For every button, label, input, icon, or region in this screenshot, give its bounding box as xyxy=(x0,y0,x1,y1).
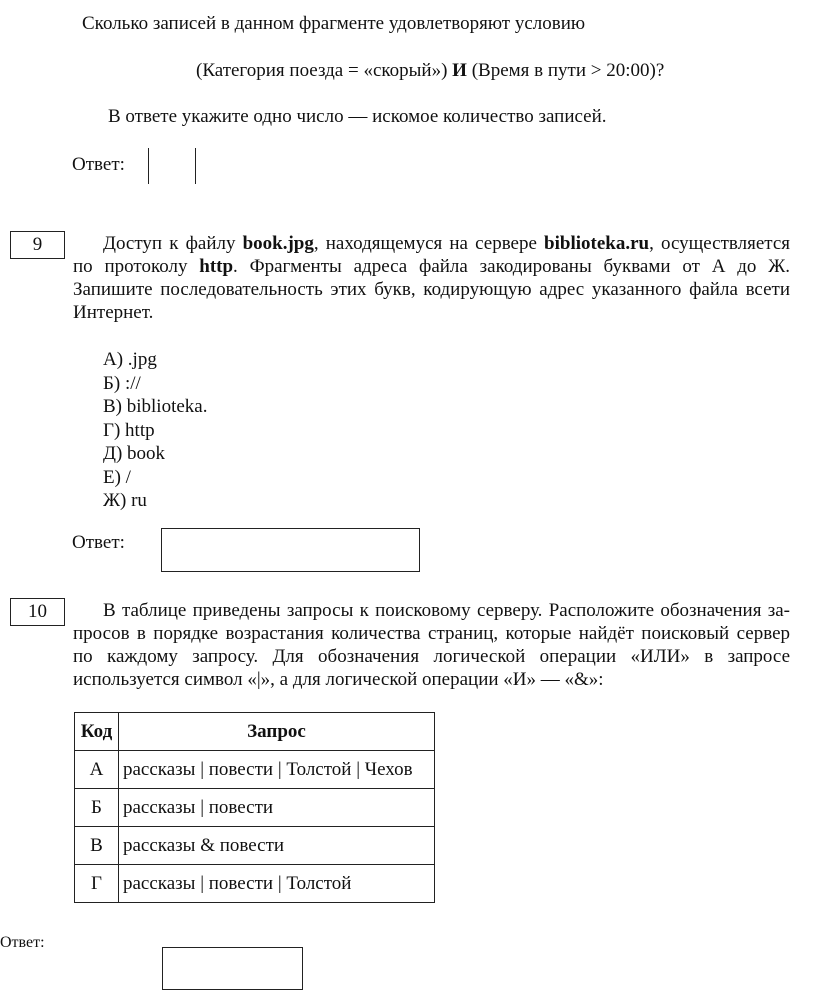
table-row xyxy=(75,789,435,827)
q8-answer-field-right-border xyxy=(195,148,196,184)
q9-option: Г) http xyxy=(103,419,155,441)
q9-option: Б) :// xyxy=(103,372,141,394)
q9-protocol: http xyxy=(199,256,234,277)
table-header-row xyxy=(75,713,435,751)
table-row xyxy=(75,865,435,903)
q9-options-list xyxy=(103,348,207,513)
q8-condition-and: И xyxy=(452,60,467,81)
table-cell-code: Б xyxy=(75,789,119,827)
table-row xyxy=(75,827,435,865)
q9-file-name: book.jpg xyxy=(242,233,314,254)
q9-server-name: biblioteka.ru xyxy=(544,233,650,254)
table-header-code: Код xyxy=(75,713,119,751)
q9-question-text xyxy=(73,232,790,324)
table-cell-query: рассказы | повести | Толстой xyxy=(119,865,435,903)
q10-answer-label: Ответ: xyxy=(0,934,45,951)
table-header-query: Запрос xyxy=(119,713,435,751)
table-row xyxy=(75,751,435,789)
q9-option: Д) book xyxy=(103,443,166,464)
q9-option: В) biblioteka. xyxy=(103,396,208,417)
q8-condition-part1: (Категория поезда = «скорый») xyxy=(196,60,448,81)
q8-instruction: В ответе укажите одно число — искомое количество записей. xyxy=(108,106,607,127)
q10-number-box: 10 xyxy=(10,598,65,626)
q8-answer-field-left-border xyxy=(148,148,149,184)
q9-text-part3: , осуществляется по протоколу xyxy=(73,233,790,277)
q10-query-table xyxy=(74,712,435,903)
table-cell-code: Г xyxy=(75,865,119,903)
q9-text-part1: Доступ к файлу xyxy=(103,233,243,254)
table-cell-query: рассказы & повести xyxy=(119,827,435,865)
q8-answer-label: Ответ: xyxy=(72,154,125,175)
q8-condition-part2: (Время в пути > 20:00)? xyxy=(471,60,665,81)
table-cell-code: В xyxy=(75,827,119,865)
table-cell-query: рассказы | повести xyxy=(119,789,435,827)
q9-text-part2: , находящемуся на сервере xyxy=(313,233,545,254)
q9-option: Ж) ru xyxy=(103,490,147,511)
q10-answer-field[interactable] xyxy=(162,947,303,990)
q9-answer-label: Ответ: xyxy=(72,532,125,553)
q9-text-part4: . Фрагменты адреса файла закодированы буквами от А до Ж. Запишите последовательность этих букв, кодирующую адрес указанного файла всети Интернет. xyxy=(73,256,790,323)
q9-option: А) .jpg xyxy=(103,349,157,370)
table-cell-code: А xyxy=(75,751,119,789)
q9-number-box: 9 xyxy=(10,231,65,259)
table-cell-query: рассказы | повести | Толстой | Чехов xyxy=(119,751,435,789)
q10-question-text: В таблице приведены запросы к поисковому серверу. Расположите обозначения за-просов в порядке возрастания количества страниц, которые найдёт поисковый сервер по каждому запросу. Для обозначения логической операции «ИЛИ» в запросе используется символ «|», а для логической операции «И» — «&»: xyxy=(73,600,790,690)
q9-option: Е) / xyxy=(103,466,131,488)
q9-answer-field[interactable] xyxy=(161,528,420,572)
q8-question-text: Сколько записей в данном фрагменте удовлетворяют условию xyxy=(82,13,586,34)
q8-condition xyxy=(196,60,664,82)
